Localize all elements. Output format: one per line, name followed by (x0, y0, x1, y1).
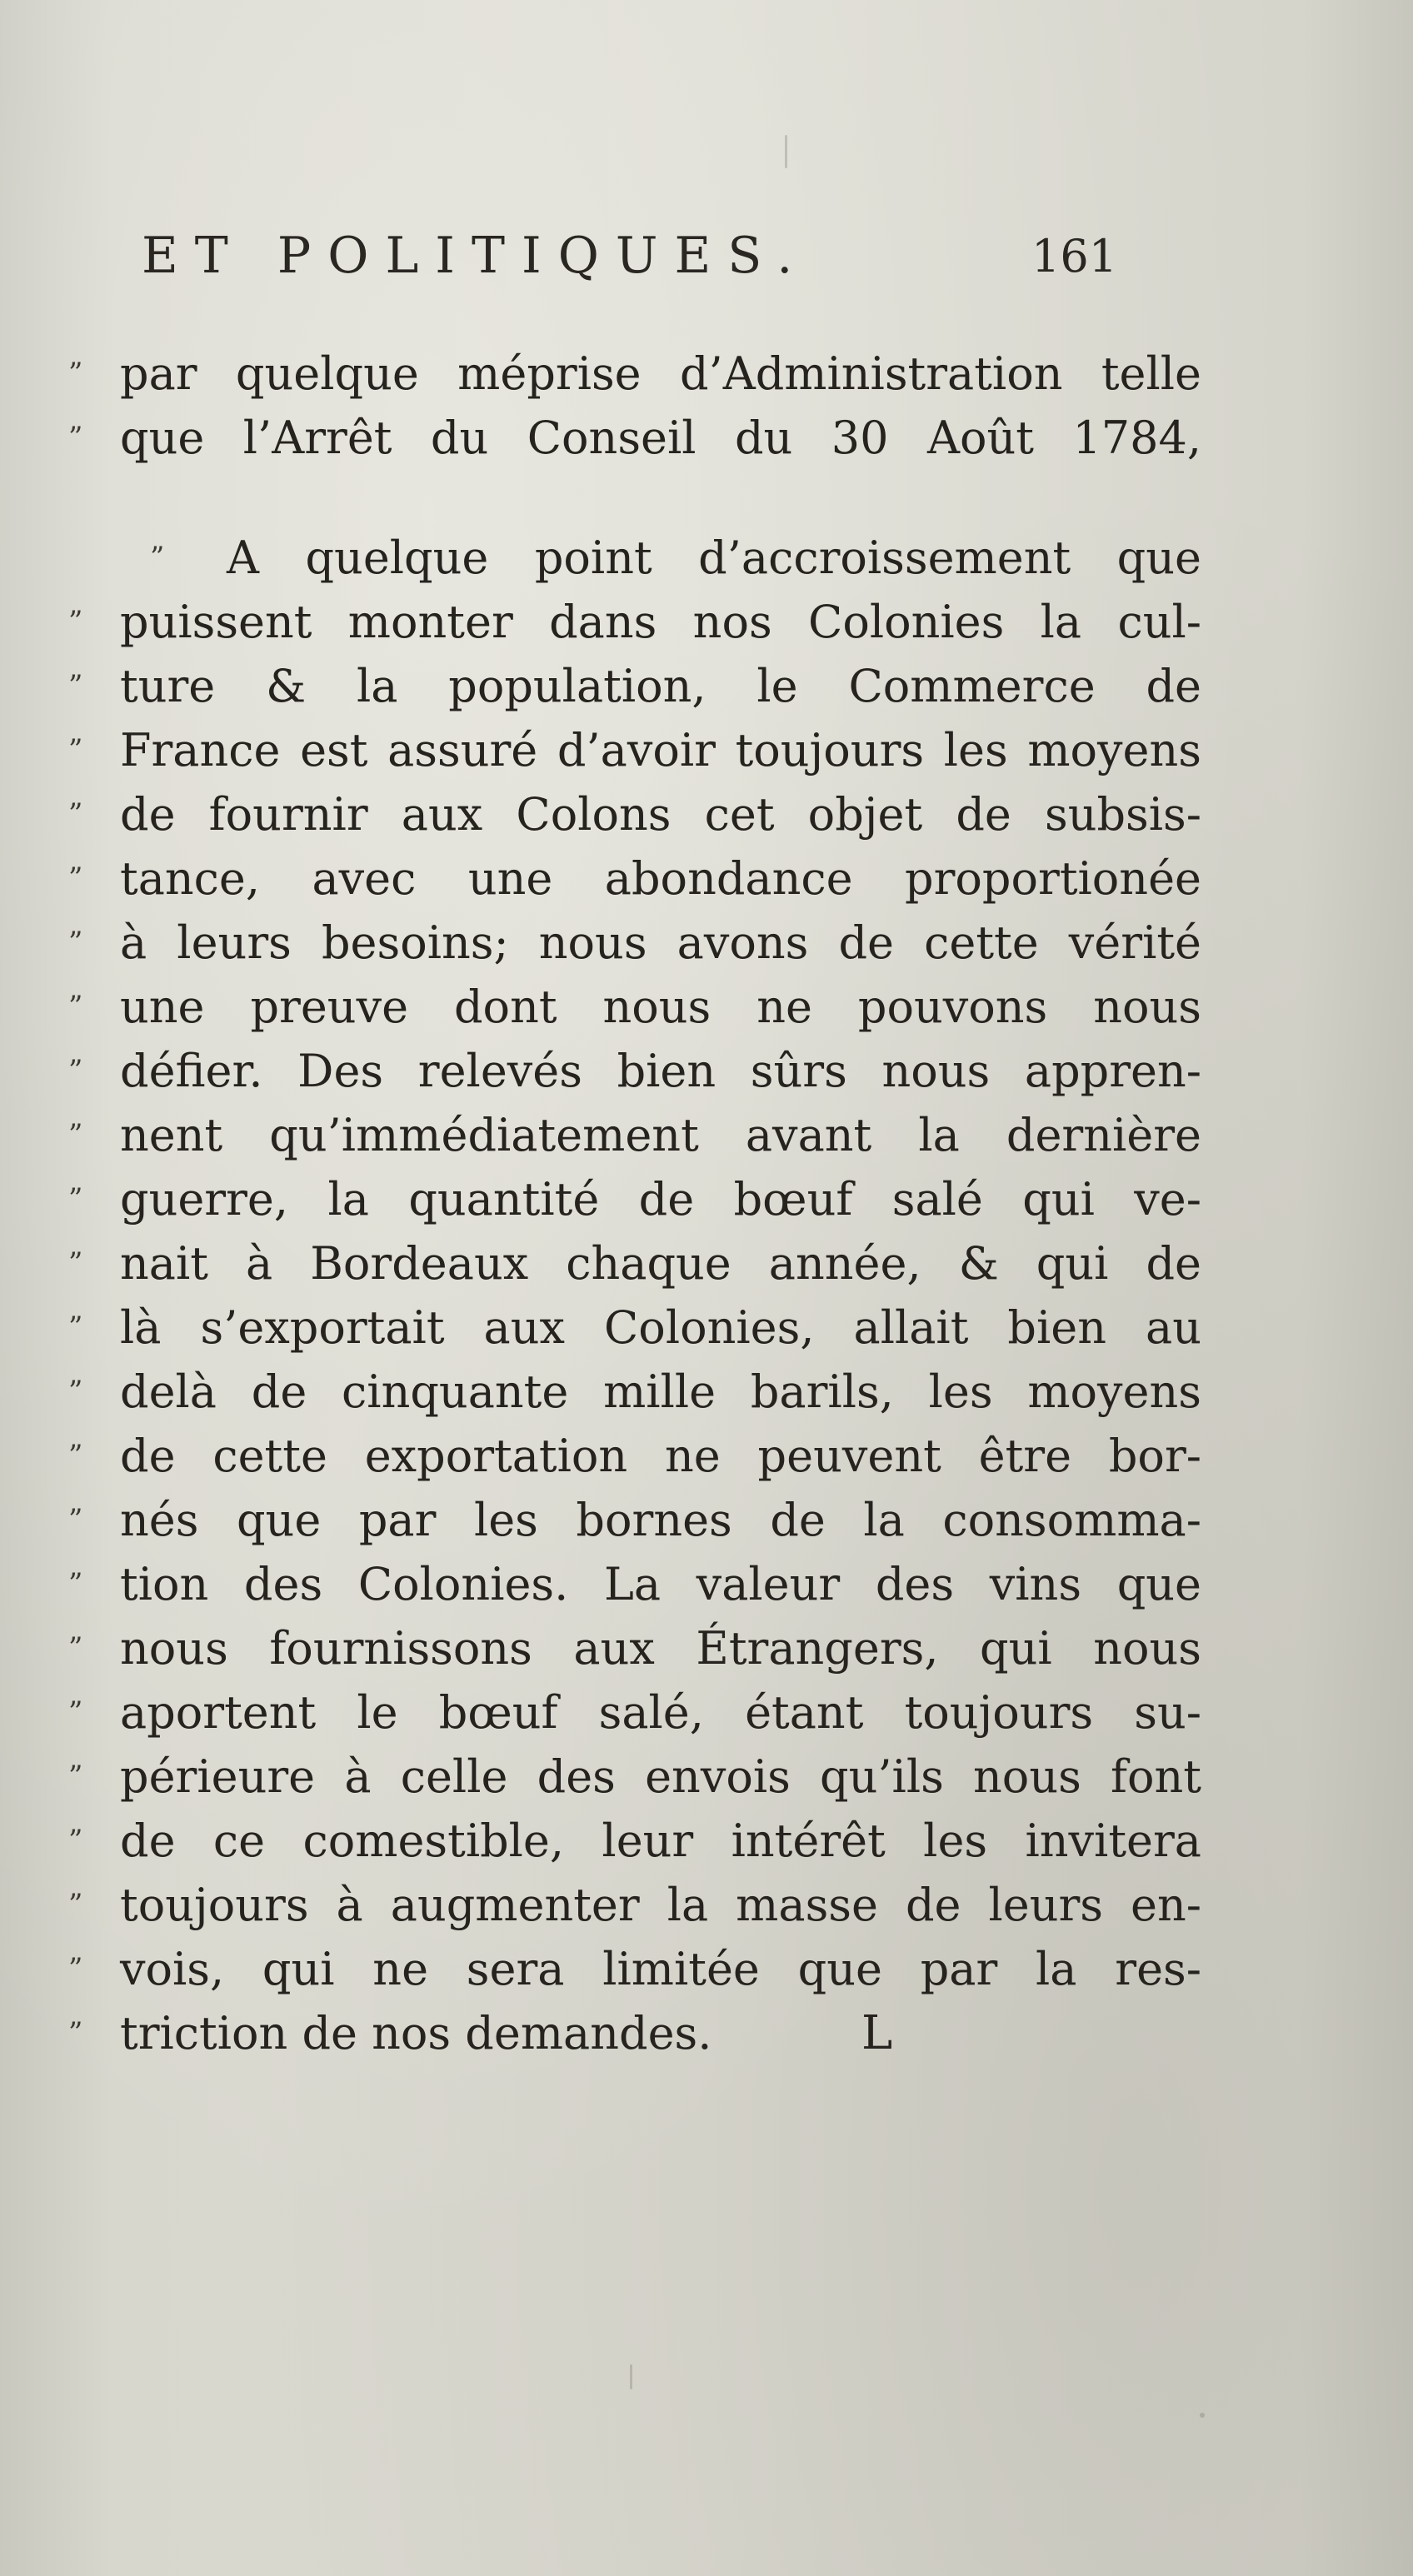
text-line (68, 1745, 1201, 1809)
quotation-mark: ” (68, 1118, 83, 1151)
text-line (68, 1680, 1201, 1745)
line-text: nent qu’immédiatement avant la dernière (120, 1109, 1201, 1161)
text-line (68, 782, 1201, 846)
running-head (142, 218, 1141, 293)
text-line (68, 342, 1201, 406)
quotation-mark: ” (68, 1824, 83, 1857)
quotation-mark: ” (68, 2016, 83, 2049)
text-line (68, 718, 1201, 782)
quotation-mark: ” (68, 1439, 83, 1472)
line-text: périeure à celle des envois qu’ils nous font (120, 1750, 1201, 1803)
quotation-mark: ” (68, 1567, 83, 1600)
text-line (68, 1873, 1201, 1937)
text-line (68, 406, 1201, 470)
text-line (68, 1937, 1201, 2001)
line-text: A quelque point d’accroissement que (227, 532, 1201, 584)
paper-crease (630, 2364, 632, 2389)
signature-mark: L (861, 2006, 893, 2060)
text-line (68, 846, 1201, 911)
quotation-mark: ” (68, 733, 83, 766)
line-text: France est assuré d’avoir toujours les moyens (120, 724, 1201, 776)
paper-crease (785, 135, 787, 168)
quotation-mark: ” (68, 1182, 83, 1216)
line-text: de cette exportation ne peuvent être bor- (120, 1430, 1201, 1482)
text-line (68, 1616, 1201, 1680)
line-text: toujours à augmenter la masse de leurs en- (120, 1879, 1201, 1931)
line-text: défier. Des relevés bien sûrs nous appren- (120, 1045, 1201, 1097)
quotation-mark: ” (150, 541, 165, 574)
quotation-mark: ” (68, 605, 83, 638)
line-text: delà de cinquante mille barils, les moyens (120, 1365, 1201, 1418)
quotation-mark: ” (68, 1375, 83, 1408)
text-line (68, 2001, 1201, 2065)
quotation-mark: ” (68, 1631, 83, 1665)
text-line (68, 1424, 1201, 1488)
line-text: puissent monter dans nos Colonies la cul- (120, 596, 1201, 648)
line-text: ture & la population, le Commerce de (120, 660, 1201, 712)
line-text: guerre, la quantité de bœuf salé qui ve- (120, 1173, 1201, 1226)
line-text: à leurs besoins; nous avons de cette vérité (120, 916, 1201, 969)
quotation-mark: ” (68, 990, 83, 1023)
quotation-mark: ” (68, 861, 83, 895)
line-text: là s’exportait aux Colonies, allait bien au (120, 1301, 1201, 1354)
line-text: tance, avec une abondance proportionée (120, 852, 1201, 905)
text-line (68, 1552, 1201, 1616)
page-number: 161 (1031, 230, 1118, 282)
line-text: aportent le bœuf salé, étant toujours su- (120, 1686, 1201, 1739)
text-line (68, 590, 1201, 654)
quotation-mark: ” (68, 1888, 83, 1921)
text-line (68, 1360, 1201, 1424)
line-text: de ce comestible, leur intérêt les invitera (120, 1815, 1201, 1867)
quotation-mark: ” (68, 1760, 83, 1793)
quotation-mark: ” (68, 669, 83, 702)
quotation-mark: ” (68, 357, 83, 390)
text-block (68, 342, 1201, 2065)
text-line (68, 975, 1201, 1039)
text-line (68, 1231, 1201, 1295)
text-line (68, 654, 1201, 718)
quotation-mark: ” (68, 926, 83, 959)
text-line (68, 526, 1201, 590)
text-line (68, 1167, 1201, 1231)
quotation-mark: ” (68, 1246, 83, 1280)
text-line (68, 1039, 1201, 1103)
line-text: nés que par les bornes de la consomma- (120, 1494, 1201, 1546)
quotation-mark: ” (68, 1054, 83, 1087)
quotation-mark: ” (68, 421, 83, 454)
text-line (68, 1295, 1201, 1360)
line-text: par quelque méprise d’Administration telle (120, 347, 1201, 400)
quotation-mark: ” (68, 1310, 83, 1344)
line-text: triction de nos demandes. (120, 2007, 712, 2059)
text-line (68, 1809, 1201, 1873)
quotation-mark: ” (68, 1952, 83, 1985)
line-text: une preuve dont nous ne pouvons nous (120, 981, 1201, 1033)
text-line (68, 911, 1201, 975)
line-text: de fournir aux Colons cet objet de subsis- (120, 788, 1201, 841)
text-line (68, 1488, 1201, 1552)
line-text: que l’Arrêt du Conseil du 30 Août 1784, (120, 412, 1201, 464)
line-text: nait à Bordeaux chaque année, & qui de (120, 1237, 1201, 1290)
line-text: nous fournissons aux Étrangers, qui nous (120, 1622, 1201, 1675)
paper-speck (1200, 2413, 1205, 2418)
quotation-mark: ” (68, 1503, 83, 1536)
quotation-mark: ” (68, 797, 83, 831)
quotation-mark: ” (68, 1695, 83, 1729)
text-line (68, 1103, 1201, 1167)
running-title: ET POLITIQUES. (142, 227, 810, 285)
line-text: tion des Colonies. La valeur des vins que (120, 1558, 1201, 1610)
line-text: vois, qui ne sera limitée que par la res- (120, 1943, 1201, 1995)
